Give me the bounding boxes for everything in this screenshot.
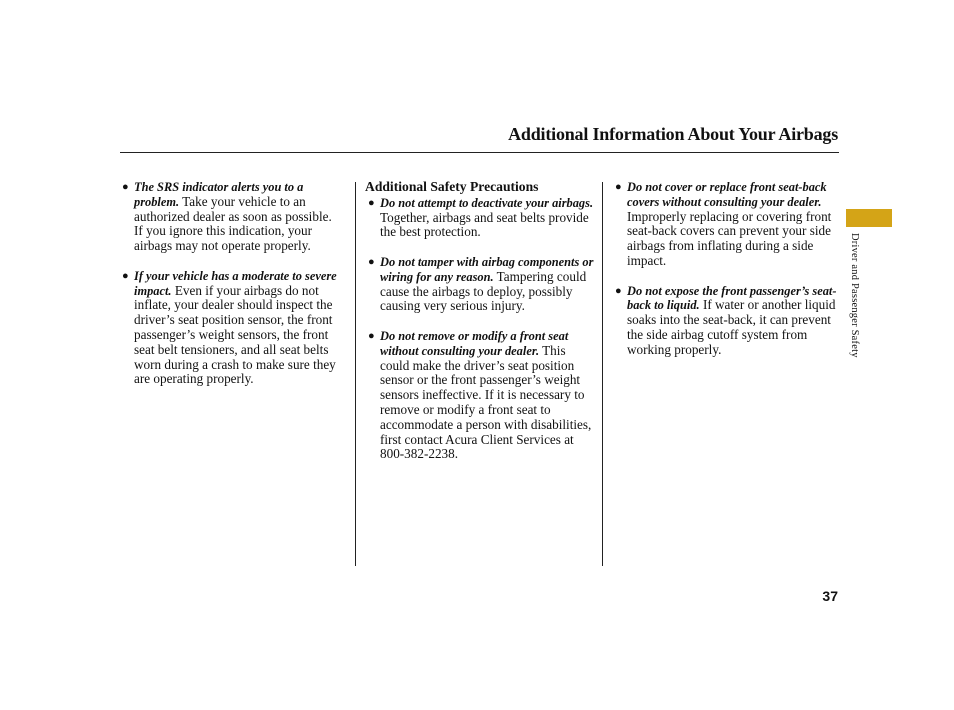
left-column	[122, 180, 340, 402]
right-column	[615, 180, 845, 372]
item-lead: If your vehicle has a moderate to severe impact.	[134, 268, 337, 298]
list-item	[366, 196, 594, 240]
page-number: 37	[822, 588, 838, 604]
list-item	[615, 180, 845, 269]
item-lead: Do not cover or replace front seat-back covers without consulting your dealer.	[627, 180, 827, 209]
item-body: Even if your airbags do not inflate, your dealer should inspect the driver’s seat position sensor, the front passenger’s weight sensors, the front seat belt tensioners, and all seat belts worn during a crash to make sure they are operating properly.	[134, 282, 336, 387]
item-lead: Do not remove or modify a front seat without consulting your dealer.	[380, 328, 569, 358]
title-divider	[120, 152, 839, 153]
list-item	[615, 284, 845, 358]
item-body: Take your vehicle to an authorized dealer as soon as possible. If you ignore this indication, your airbags may not operate properly.	[134, 193, 332, 254]
item-body: Tampering could cause the airbags to deploy, possibly causing very serious injury.	[380, 268, 587, 314]
section-tab	[846, 209, 892, 227]
item-body: This could make the driver’s seat position sensor or the front passenger’s weight sensors ineffective. If it is necessary to remove or modify a front seat to accommodate a person with disabilities, first contact Acura Client Services at 800-382-2238.	[380, 342, 592, 462]
item-lead: The SRS indicator alerts you to a problem.	[134, 180, 304, 209]
middle-column	[366, 180, 594, 477]
list-item	[366, 255, 594, 314]
column-divider	[602, 182, 603, 566]
list-item	[366, 329, 594, 462]
bullet-icon: ●	[368, 255, 375, 268]
item-body: Together, airbags and seat belts provide the best protection.	[380, 209, 589, 240]
bullet-icon: ●	[368, 196, 375, 209]
bullet-icon: ●	[615, 181, 622, 193]
section-heading: Additional Safety Precautions	[365, 179, 539, 194]
item-body: If water or another liquid soaks into the seat-back, it can prevent the side airbag cutoff system from working properly.	[627, 297, 836, 357]
section-label: Driver and Passenger Safety	[849, 233, 860, 358]
list-item	[122, 269, 340, 387]
bullet-icon: ●	[122, 269, 129, 282]
bullet-icon: ●	[615, 284, 622, 297]
item-lead: Do not tamper with airbag components or wiring for any reason.	[380, 254, 594, 284]
page-title: Additional Information About Your Airbags	[508, 124, 838, 144]
bullet-icon: ●	[368, 329, 375, 342]
column-divider	[355, 182, 356, 566]
item-lead: Do not attempt to deactivate your airbags.	[380, 195, 594, 210]
item-body: Improperly replacing or covering front seat-back covers can prevent your side airbags from inflating during a side impact.	[627, 208, 832, 268]
bullet-icon: ●	[122, 181, 129, 193]
list-item	[122, 180, 340, 254]
item-lead: Do not expose the front passenger’s seat-back to liquid.	[627, 283, 837, 313]
